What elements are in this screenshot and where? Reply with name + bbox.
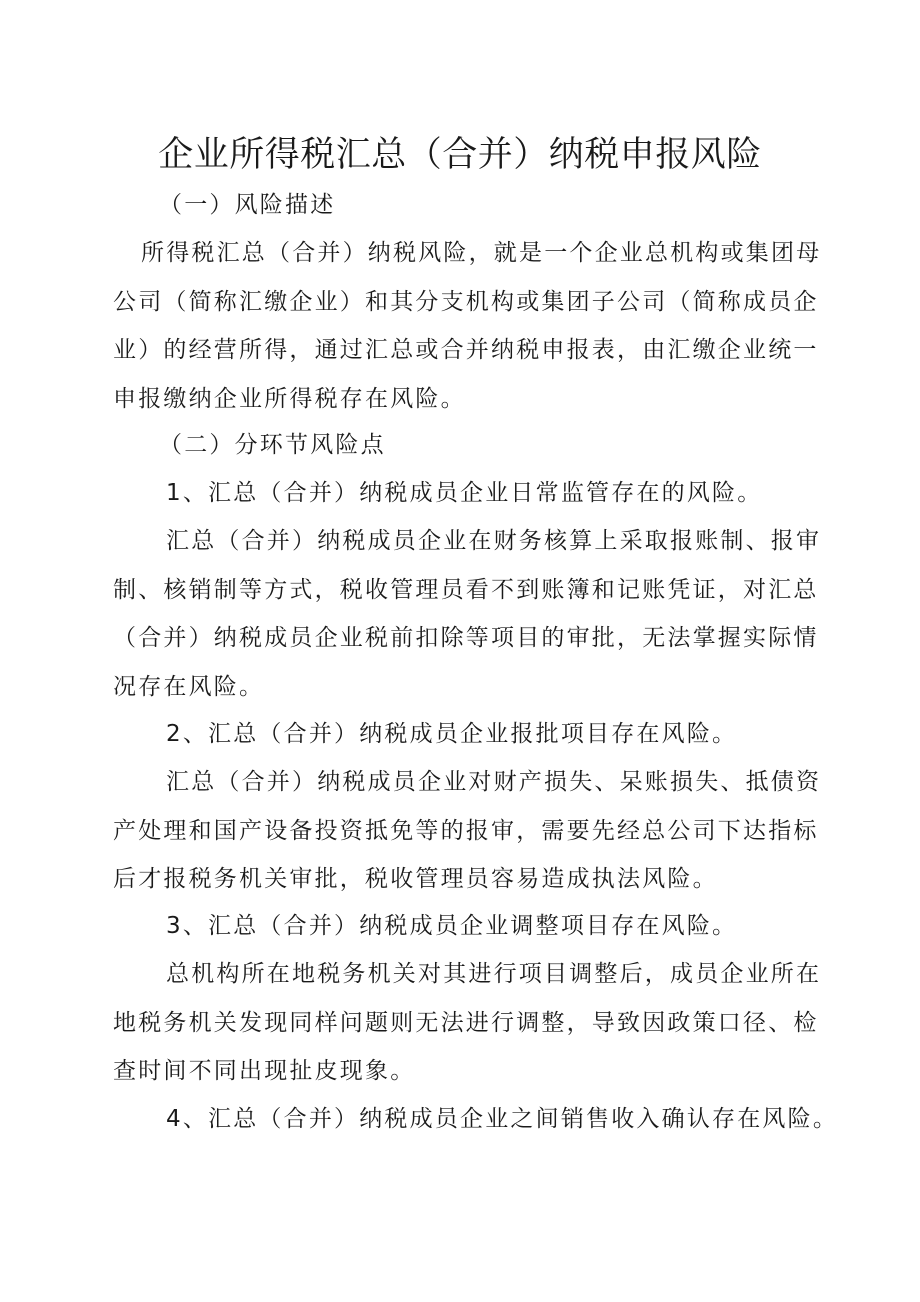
paragraph-line: 况存在风险。 <box>113 673 265 700</box>
section-heading-text: （一）风险描述 <box>159 192 336 218</box>
paragraph-line: 汇总（合并）纳税成员企业在财务核算上采取报账制、报审 <box>166 528 822 554</box>
paragraph-line: 地税务机关发现同样问题则无法进行调整，导致因政策口径、检 <box>113 1009 819 1036</box>
section-heading-risk-description <box>113 181 813 230</box>
item-heading-4 <box>113 1095 839 1144</box>
item-heading-2 <box>113 710 813 759</box>
paragraph-item-2 <box>113 758 822 904</box>
section-heading-text: （二）分环节风险点 <box>159 432 386 458</box>
paragraph-line: （合并）纳税成员企业税前扣除等项目的审批，无法掌握实际情 <box>113 625 819 651</box>
item-heading-text: 1、汇总（合并）纳税成员企业日常监管存在的风险。 <box>166 480 763 506</box>
item-heading-1 <box>113 469 813 518</box>
paragraph-line: 产处理和国产设备投资抵免等的报审，需要先经总公司下达指标 <box>113 817 819 844</box>
item-heading-text: 2、汇总（合并）纳税成员企业报批项目存在风险。 <box>166 721 738 747</box>
paragraph-item-3 <box>113 950 822 1096</box>
paragraph-line: 公司（简称汇缴企业）和其分支机构或集团子公司（简称成员企 <box>113 288 819 315</box>
paragraph-line: 查时间不同出现扯皮现象。 <box>113 1058 416 1084</box>
paragraph-line: 业）的经营所得，通过汇总或合并纳税申报表，由汇缴企业统一 <box>113 337 819 363</box>
paragraph-line: 汇总（合并）纳税成员企业对财产损失、呆账损失、抵债资 <box>166 769 822 795</box>
paragraph-risk-description <box>113 229 822 423</box>
section-heading-risk-points <box>113 421 813 470</box>
item-heading-3 <box>113 902 813 951</box>
paragraph-line: 制、核销制等方式，税收管理员看不到账簿和记账凭证，对汇总 <box>113 576 819 603</box>
paragraph-item-1 <box>113 517 822 711</box>
item-heading-text: 4、汇总（合并）纳税成员企业之间销售收入确认存在风险。 <box>166 1106 839 1132</box>
paragraph-line: 后才报税务机关审批，税收管理员容易造成执法风险。 <box>113 866 718 892</box>
paragraph-line: 申报缴纳企业所得税存在风险。 <box>113 385 466 412</box>
item-heading-text: 3、汇总（合并）纳税成员企业调整项目存在风险。 <box>166 913 738 939</box>
document-title: 企业所得税汇总（合并）纳税申报风险 <box>158 135 762 175</box>
paragraph-line: 所得税汇总（合并）纳税风险，就是一个企业总机构或集团母 <box>141 240 822 266</box>
paragraph-line: 总机构所在地税务机关对其进行项目调整后，成员企业所在 <box>166 961 822 987</box>
